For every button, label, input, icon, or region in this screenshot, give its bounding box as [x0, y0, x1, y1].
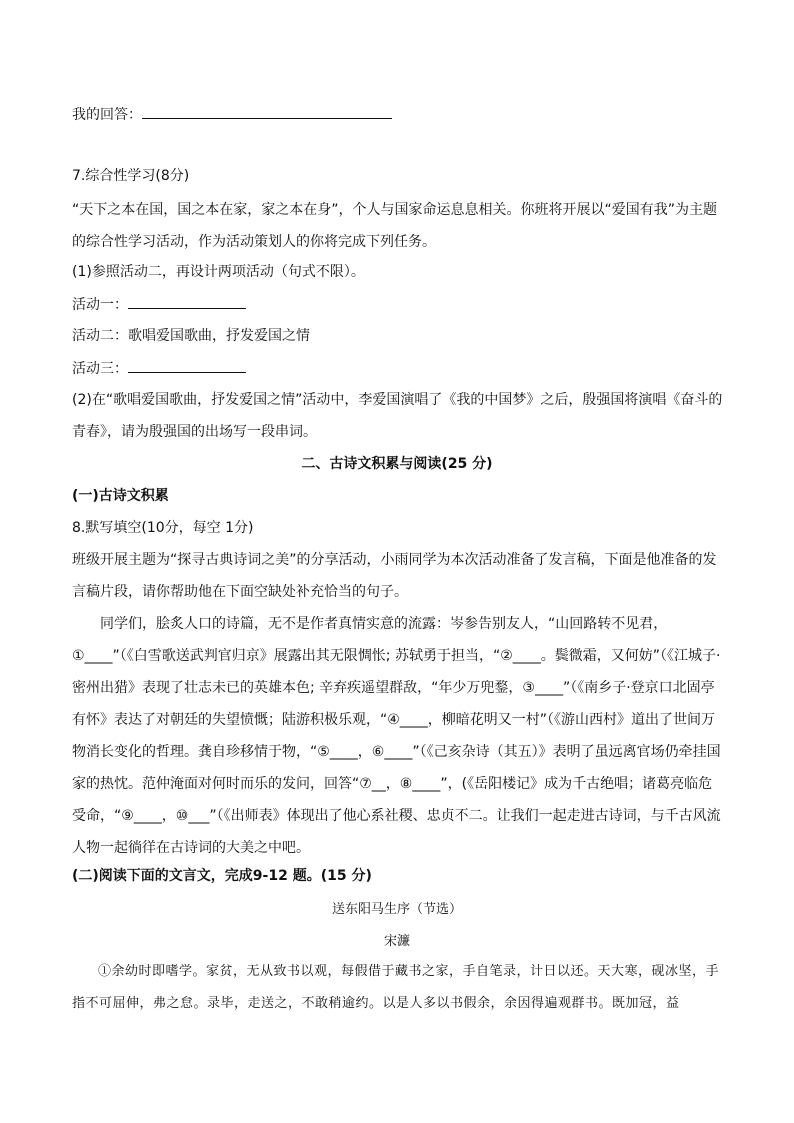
q8-intro: 班级开展主题为“探寻古典诗词之美”的分享活动，小雨同学为本次活动准备了发言稿，下面是他准备的发言稿片段，请你帮助他在下面空缺处补充恰当的句子。 — [72, 552, 717, 600]
activity2-line: 活动二：歌唱爱国歌曲，抒发爱国之情 — [72, 328, 310, 344]
answer-line — [72, 104, 722, 125]
activity3-line — [72, 358, 722, 379]
q7-part1: (1)参照活动二，再设计两项活动（句式不限）。 — [72, 264, 365, 280]
section2-sub2: (二)阅读下面的文言文，完成9-12 题。(15 分) — [72, 868, 372, 884]
section2-heading: 二、古诗文积累与阅读(25 分) — [301, 456, 493, 472]
classical-text-author: 宋濂 — [383, 934, 410, 949]
classical-text-title: 送东阳马生序（节选） — [331, 902, 462, 917]
q8-title: 8.默写填空(10分，每空 1分) — [72, 520, 254, 536]
activity3-blank[interactable] — [128, 358, 246, 373]
section2-sub1: (一)古诗文积累 — [72, 488, 169, 504]
q8-passage: 同学们，脍炙人口的诗篇，无不是作者真情实意的流露：岑参告别友人，“山回路转不见君，①____”（《白雪歌送武判官归京》展露出其无限惆怅; 苏轼勇于担当，“②____。鬓微霜，又何妨”（《江城子·密州出猎》表现了壮志未已的英雄本色; 辛弃疾遥望群敌，“年少万兜鍪，③____”（《南乡子·登京口北固亭有怀》表达了对朝廷的失望愤慨；陆游积极乐观，“④____，柳暗花明又一村”（《游山西村》道出了世间万物消长变化的哲理。龚自珍移情于物，“⑤____，⑥____”（《己亥杂诗（其五）》表明了虽远离官场仍牵挂国家的热忱。范仲淹面对何时而乐的发问，回答“⑦__，⑧____”，(《岳阳楼记》成为千古绝唱；诸葛亮临危受命，“⑨____，⑩___”（《出师表》体现出了他心系社稷、忠贞不二。让我们一起走进古诗词，与千古风流人物一起徜徉在古诗词的大美之中吧。 — [72, 616, 721, 856]
activity1-label: 活动一： — [72, 297, 128, 313]
activity1-blank[interactable] — [128, 294, 246, 309]
q7-part2: (2)在“歌唱爱国歌曲，抒发爱国之情”活动中，李爱国演唱了《我的中国梦》之后，殷强国将演唱《奋斗的青春》，请为殷强国的出场写一段串词。 — [72, 392, 723, 440]
activity1-line — [72, 294, 722, 315]
answer-label: 我的回答： — [72, 107, 142, 123]
q7-title: 7.综合性学习(8分) — [72, 168, 190, 184]
activity3-label: 活动三： — [72, 361, 128, 377]
classical-text-body: ①余幼时即嗜学。家贫，无从致书以观，每假借于藏书之家，手自笔录，计日以还。天大寒，砚冰坚，手指不可屈伸，弗之怠。录毕，走送之，不敢稍逾约。以是人多以书假余，余因得遍观群书。既加冠，益 — [72, 964, 720, 1011]
answer-blank[interactable] — [142, 104, 392, 119]
q7-intro: “天下之本在国，国之本在家，家之本在身”，个人与国家命运息息相关。你班将开展以“爱国有我”为主题的综合性学习活动，作为活动策划人的你将完成下列任务。 — [72, 202, 718, 250]
